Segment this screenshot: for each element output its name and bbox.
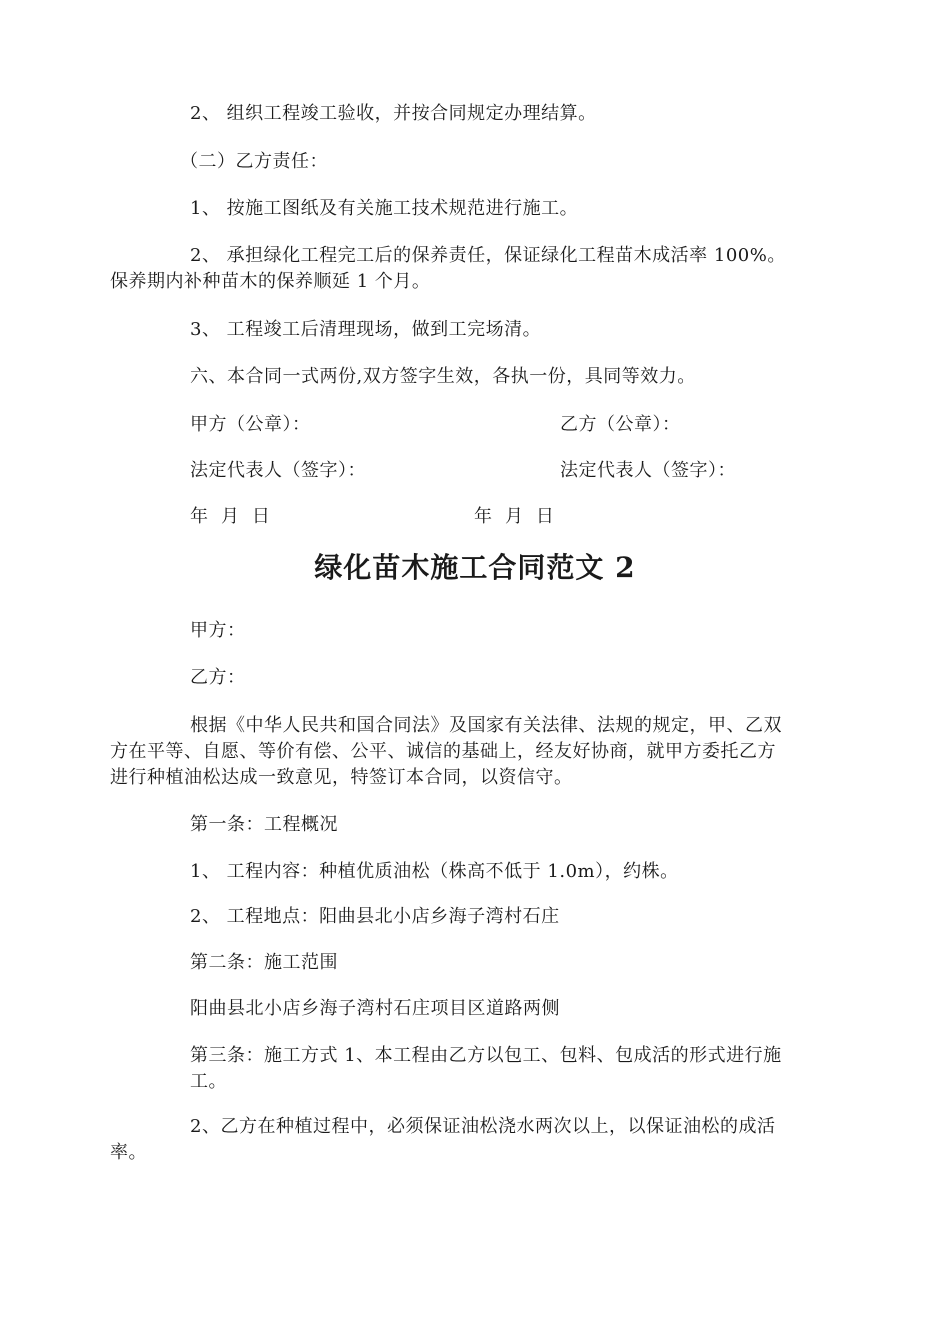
paragraph-b-item-3: 3、 工程竣工后清理现场，做到工完场清。 — [190, 319, 542, 340]
party-b-date: 年 月 日 — [474, 506, 555, 527]
section-party-b-responsibility: （二）乙方责任： — [180, 151, 328, 172]
party-a-date: 年 月 日 — [190, 506, 271, 527]
article-3-line-1: 第三条：施工方式 1、本工程由乙方以包工、包料、包成活的形式进行施 — [190, 1045, 782, 1066]
paragraph-b-item-1: 1、 按施工图纸及有关施工技术规范进行施工。 — [190, 198, 579, 219]
party-b-seal: 乙方（公章）： — [560, 414, 681, 435]
intro-line-1: 根据《中华人民共和国合同法》及国家有关法律、法规的规定，甲、乙双 — [190, 715, 782, 736]
intro-line-2: 方在平等、自愿、等价有偿、公平、诚信的基础上，经友好协商，就甲方委托乙方 — [110, 741, 776, 762]
article-1-title: 第一条：工程概况 — [190, 814, 338, 835]
paragraph-b-item-2-line-2: 保养期内补种苗木的保养顺延 1 个月。 — [110, 271, 431, 292]
paragraph-six: 六、本合同一式两份,双方签字生效，各执一份，具同等效力。 — [190, 366, 696, 387]
party-b-representative: 法定代表人（签字）： — [560, 460, 736, 481]
article-3-item-2-line-1: 2、乙方在种植过程中，必须保证油松浇水两次以上，以保证油松的成活 — [190, 1116, 776, 1137]
paragraph-a-item-2: 2、 组织工程竣工验收，并按合同规定办理结算。 — [190, 103, 597, 124]
intro-line-3: 进行种植油松达成一致意见，特签订本合同，以资信守。 — [110, 767, 573, 788]
article-1-item-2: 2、 工程地点：阳曲县北小店乡海子湾村石庄 — [190, 906, 560, 927]
article-3-line-2: 工。 — [190, 1071, 227, 1092]
party-a-seal: 甲方（公章）： — [190, 414, 311, 435]
paragraph-b-item-2-line-1: 2、 承担绿化工程完工后的保养责任，保证绿化工程苗木成活率 100%。 — [190, 245, 786, 266]
article-2-title: 第二条：施工范围 — [190, 952, 338, 973]
article-2-text: 阳曲县北小店乡海子湾村石庄项目区道路两侧 — [190, 998, 560, 1019]
article-3-item-2-line-2: 率。 — [110, 1142, 147, 1163]
document-title: 绿化苗木施工合同范文 2 — [314, 551, 636, 584]
party-b-label: 乙方： — [190, 667, 246, 688]
party-a-label: 甲方： — [190, 620, 246, 641]
article-1-item-1: 1、 工程内容：种植优质油松（株高不低于 1.0m），约株。 — [190, 861, 679, 882]
party-a-representative: 法定代表人（签字）： — [190, 460, 366, 481]
